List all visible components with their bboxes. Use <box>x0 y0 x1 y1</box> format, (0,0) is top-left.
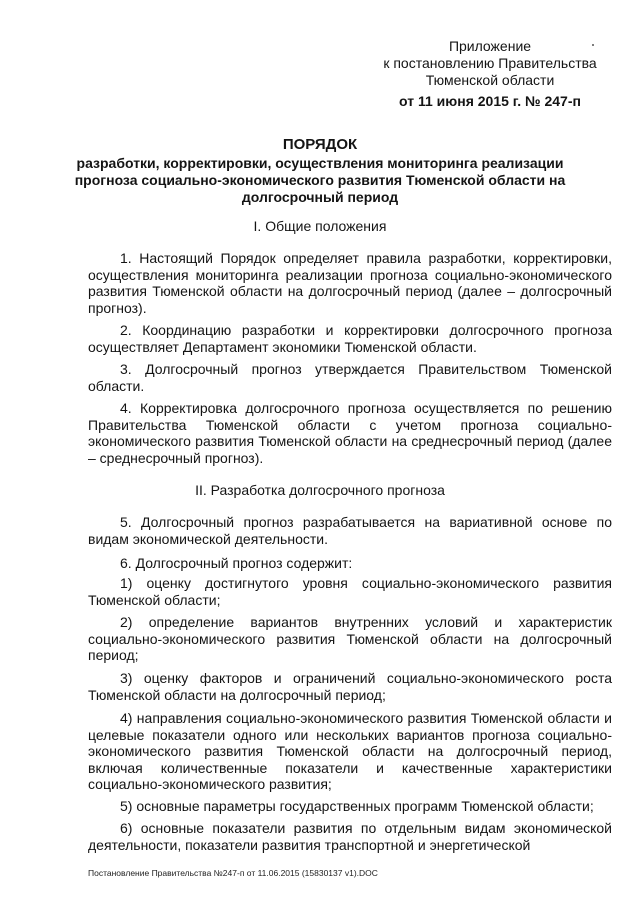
paragraph-1: 1. Настоящий Порядок определяет правила разработки, корректировки, осуществления мониторинга реализации прогноза социально-экономического развития Тюменской области на долгосрочный период (далее – долгосрочный прогноз). <box>88 250 612 316</box>
paragraph-10: 4) направления социально-экономического развития Тюменской области и целевые показатели одного или нескольких вариантов прогноза социально-экономического развития Тюменской области на долгосрочный период, включая количественные показатели и качественные характеристики социально-экономического развития; <box>88 710 612 792</box>
annex-resolution-ref: к постановлению Правительства <box>383 55 597 71</box>
section-heading-2: II. Разработка долгосрочного прогноза <box>195 482 445 498</box>
annex-date: от 11 июня 2015 г. № 247-п <box>399 93 581 109</box>
annex-region: Тюменской области <box>425 72 555 88</box>
paragraph-9: 3) оценку факторов и ограничений социально-экономического роста Тюменской области на долгосрочный период; <box>88 670 612 703</box>
paragraph-12: 6) основные показатели развития по отдельным видам экономической деятельности, показатели развития транспортной и энергетической <box>88 820 612 853</box>
paragraph-7: 1) оценку достигнутого уровня социально-экономического развития Тюменской области; <box>88 575 612 608</box>
paragraph-2: 2. Координацию разработки и корректировки долгосрочного прогноза осуществляет Департамент экономики Тюменской области. <box>88 322 612 355</box>
paragraph-8: 2) определение вариантов внутренних условий и характеристик социально-экономического развития Тюменской области на долгосрочный период; <box>88 614 612 663</box>
title-subtitle: разработки, корректировки, осуществления мониторинга реализации прогноза социально-экономического развития Тюменской области на долгосрочный период <box>74 155 566 205</box>
page-footer: Постановление Правительства №247-п от 11.06.2015 (15830137 v1).DOC <box>88 868 378 878</box>
document-title <box>60 136 580 206</box>
paragraph-11: 5) основные параметры государственных программ Тюменской области; <box>120 798 594 814</box>
paragraph-6: 6. Долгосрочный прогноз содержит: <box>120 555 353 571</box>
paragraph-4: 4. Корректировка долгосрочного прогноза осуществляется по решению Правительства Тюменской области с учетом прогноза социально-экономического развития Тюменской области на среднесрочный период (далее – среднесрочный прогноз). <box>88 400 612 466</box>
section-heading-1: I. Общие положения <box>253 218 387 234</box>
annex-label: Приложение <box>448 38 532 54</box>
paragraph-5: 5. Долгосрочный прогноз разрабатывается на вариативной основе по видам экономической деятельности. <box>88 514 612 547</box>
annex-header <box>370 38 610 110</box>
title-main: ПОРЯДОК <box>282 136 358 153</box>
paragraph-3: 3. Долгосрочный прогноз утверждается Правительством Тюменской области. <box>88 361 612 394</box>
